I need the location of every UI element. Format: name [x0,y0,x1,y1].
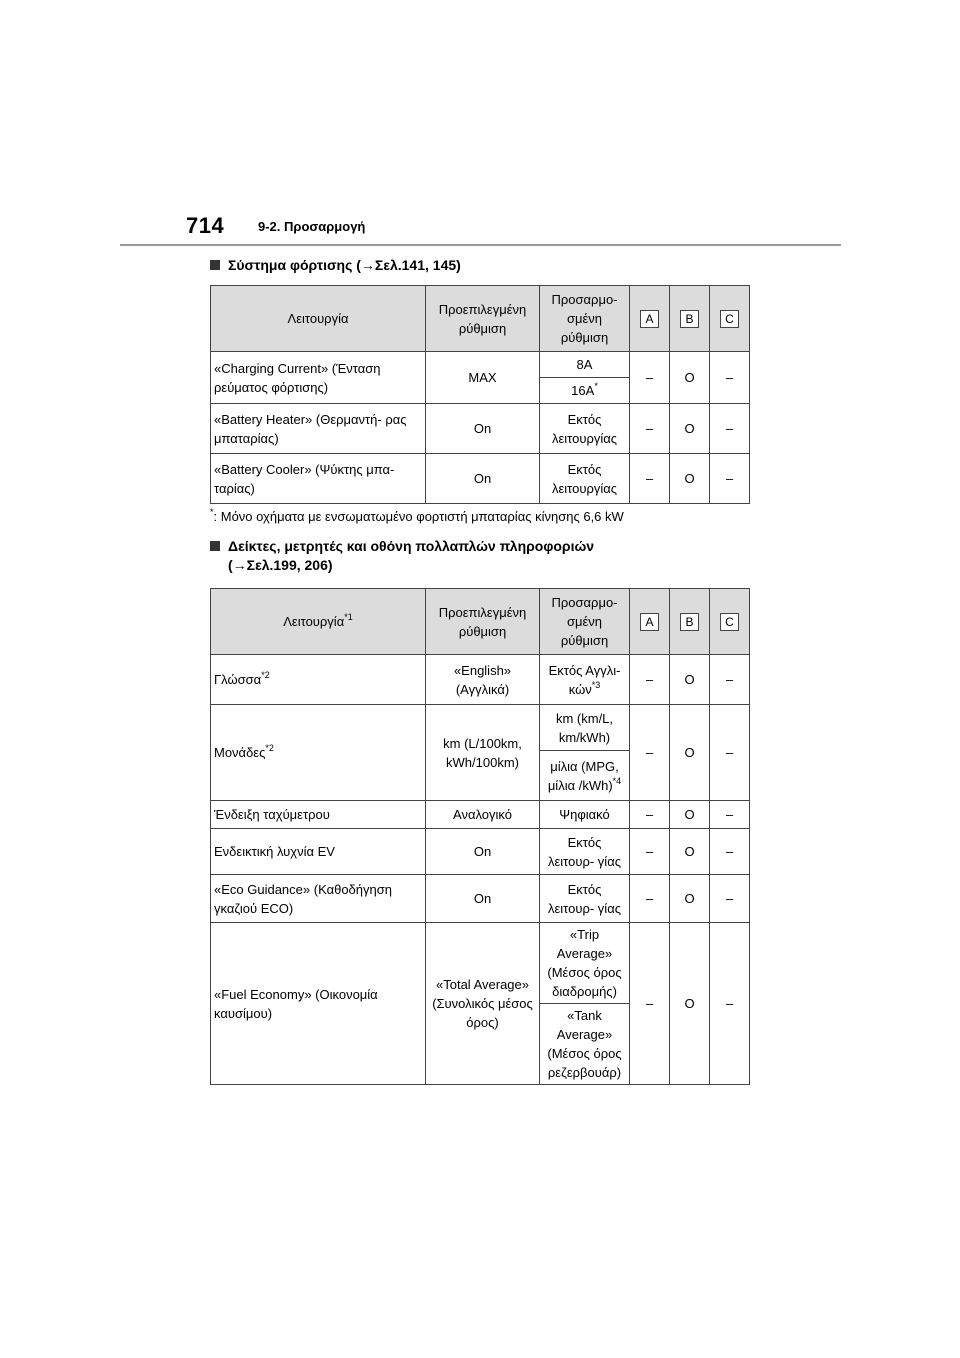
default-cell: Αναλογικό [426,801,540,829]
custom-cell: km (km/L, km/kWh) [540,705,630,751]
c-cell: – [710,352,750,404]
function-cell: Γλώσσα$^{*2}$ [211,655,426,705]
column-a-label: A [640,613,659,631]
column-c-label: C [720,310,739,328]
display-heading [210,537,594,575]
footnote-marker: *2 [265,743,274,753]
page-number: 714 [186,213,225,238]
a-cell: – [630,875,670,923]
header-default: Προεπιλεγμένη ρύθμιση [426,286,540,352]
c-cell: – [710,404,750,454]
function-cell: «Charging Current» (Ένταση ρεύματος φόρτισης) [211,352,426,404]
table-row [211,352,750,378]
header-function: Λειτουργία [211,286,426,352]
function-cell: «Fuel Economy» (Οικονομία καυσίμου) [211,923,426,1085]
table-row [211,829,750,875]
header-custom: Προσαρμο- σμένη ρύθμιση [540,589,630,655]
footnote [210,509,624,524]
square-bullet-icon [210,541,220,551]
a-cell: – [630,705,670,801]
b-cell: O [670,454,710,504]
column-b-label: B [680,310,699,328]
c-cell: – [710,923,750,1085]
default-cell: km (L/100km, kWh/100km) [426,705,540,801]
column-a-label: A [640,310,659,328]
header-default: Προεπιλεγμένη ρύθμιση [426,589,540,655]
custom-cell: 8A [540,352,630,378]
default-cell: On [426,404,540,454]
b-cell: O [670,801,710,829]
footnote-marker: * [594,381,598,391]
custom-cell: «Trip Average» (Μέσος όρος διαδρομής) [540,923,630,1004]
header-rule [120,244,841,246]
c-cell: – [710,829,750,875]
c-cell: – [710,705,750,801]
table-header-row [211,589,750,655]
a-cell: – [630,352,670,404]
function-cell: Ενδεικτική λυχνία EV [211,829,426,875]
square-bullet-icon [210,260,220,270]
a-cell: – [630,404,670,454]
header-function: Λειτουργία$^{*1}$ [211,589,426,655]
default-cell: On [426,875,540,923]
c-cell: – [710,875,750,923]
display-heading-line2: (→Σελ.199, 206) [228,557,333,573]
display-heading-line1: Δείκτες, μετρητές και οθόνη πολλαπλών πληροφοριών [228,538,595,554]
custom-cell: 16A* [540,378,630,404]
column-c-label: C [720,613,739,631]
a-cell: – [630,923,670,1085]
b-cell: O [670,875,710,923]
a-cell: – [630,655,670,705]
table-row [211,875,750,923]
default-cell: «English» (Αγγλικά) [426,655,540,705]
b-cell: O [670,923,710,1085]
table-row [211,705,750,751]
c-cell: – [710,454,750,504]
function-cell: «Eco Guidance» (Καθοδήγηση γκαζιού ECO) [211,875,426,923]
b-cell: O [670,829,710,875]
custom-cell: μίλια (MPG, μίλια /kWh)$^{*4}$ [540,751,630,801]
custom-cell: «Tank Average» (Μέσος όρος ρεζερβουάρ) [540,1004,630,1085]
default-cell: «Total Average» (Συνολικός μέσος όρος) [426,923,540,1085]
default-cell: On [426,454,540,504]
charging-heading [210,256,461,275]
b-cell: O [670,655,710,705]
display-table [210,588,750,1085]
custom-cell: Εκτός λειτουρ- γίας [540,829,630,875]
table-row [211,404,750,454]
default-cell: On [426,829,540,875]
custom-cell: Εκτός λειτουργίας [540,404,630,454]
footnote-text: : Μόνο οχήματα με ενσωματωμένο φορτιστή μπαταρίας κίνησης 6,6 kW [213,509,624,524]
footnote-marker: *1 [344,612,353,622]
charging-heading-text: Σύστημα φόρτισης (→Σελ.141, 145) [228,257,461,273]
column-b-label: B [680,613,699,631]
b-cell: O [670,705,710,801]
header-custom: Προσαρμο- σμένη ρύθμιση [540,286,630,352]
default-cell: MAX [426,352,540,404]
table-row [211,454,750,504]
footnote-marker: *2 [261,670,270,680]
table-row [211,923,750,1004]
function-cell: Μονάδες$^{*2}$ [211,705,426,801]
table-row [211,655,750,705]
footnote-marker: *4 [612,775,622,786]
function-cell: «Battery Cooler» (Ψύκτης μπα- ταρίας) [211,454,426,504]
a-cell: – [630,454,670,504]
a-cell: – [630,829,670,875]
b-cell: O [670,352,710,404]
a-cell: – [630,801,670,829]
c-cell: – [710,801,750,829]
table-row [211,801,750,829]
custom-cell: Εκτός λειτουρ- γίας [540,875,630,923]
footnote-marker: *3 [591,679,601,690]
function-cell: Ένδειξη ταχύμετρου [211,801,426,829]
function-cell: «Battery Heater» (Θερμαντή- ρας μπαταρίας) [211,404,426,454]
table-header-row [211,286,750,352]
custom-cell: Εκτός λειτουργίας [540,454,630,504]
footnote-marker: * [210,507,214,517]
section-header: 9-2. Προσαρμογή [258,219,366,234]
charging-table [210,285,750,504]
custom-cell: Ψηφιακό [540,801,630,829]
c-cell: – [710,655,750,705]
b-cell: O [670,404,710,454]
custom-cell: Εκτός Αγγλι- κών$^{*3}$ [540,655,630,705]
